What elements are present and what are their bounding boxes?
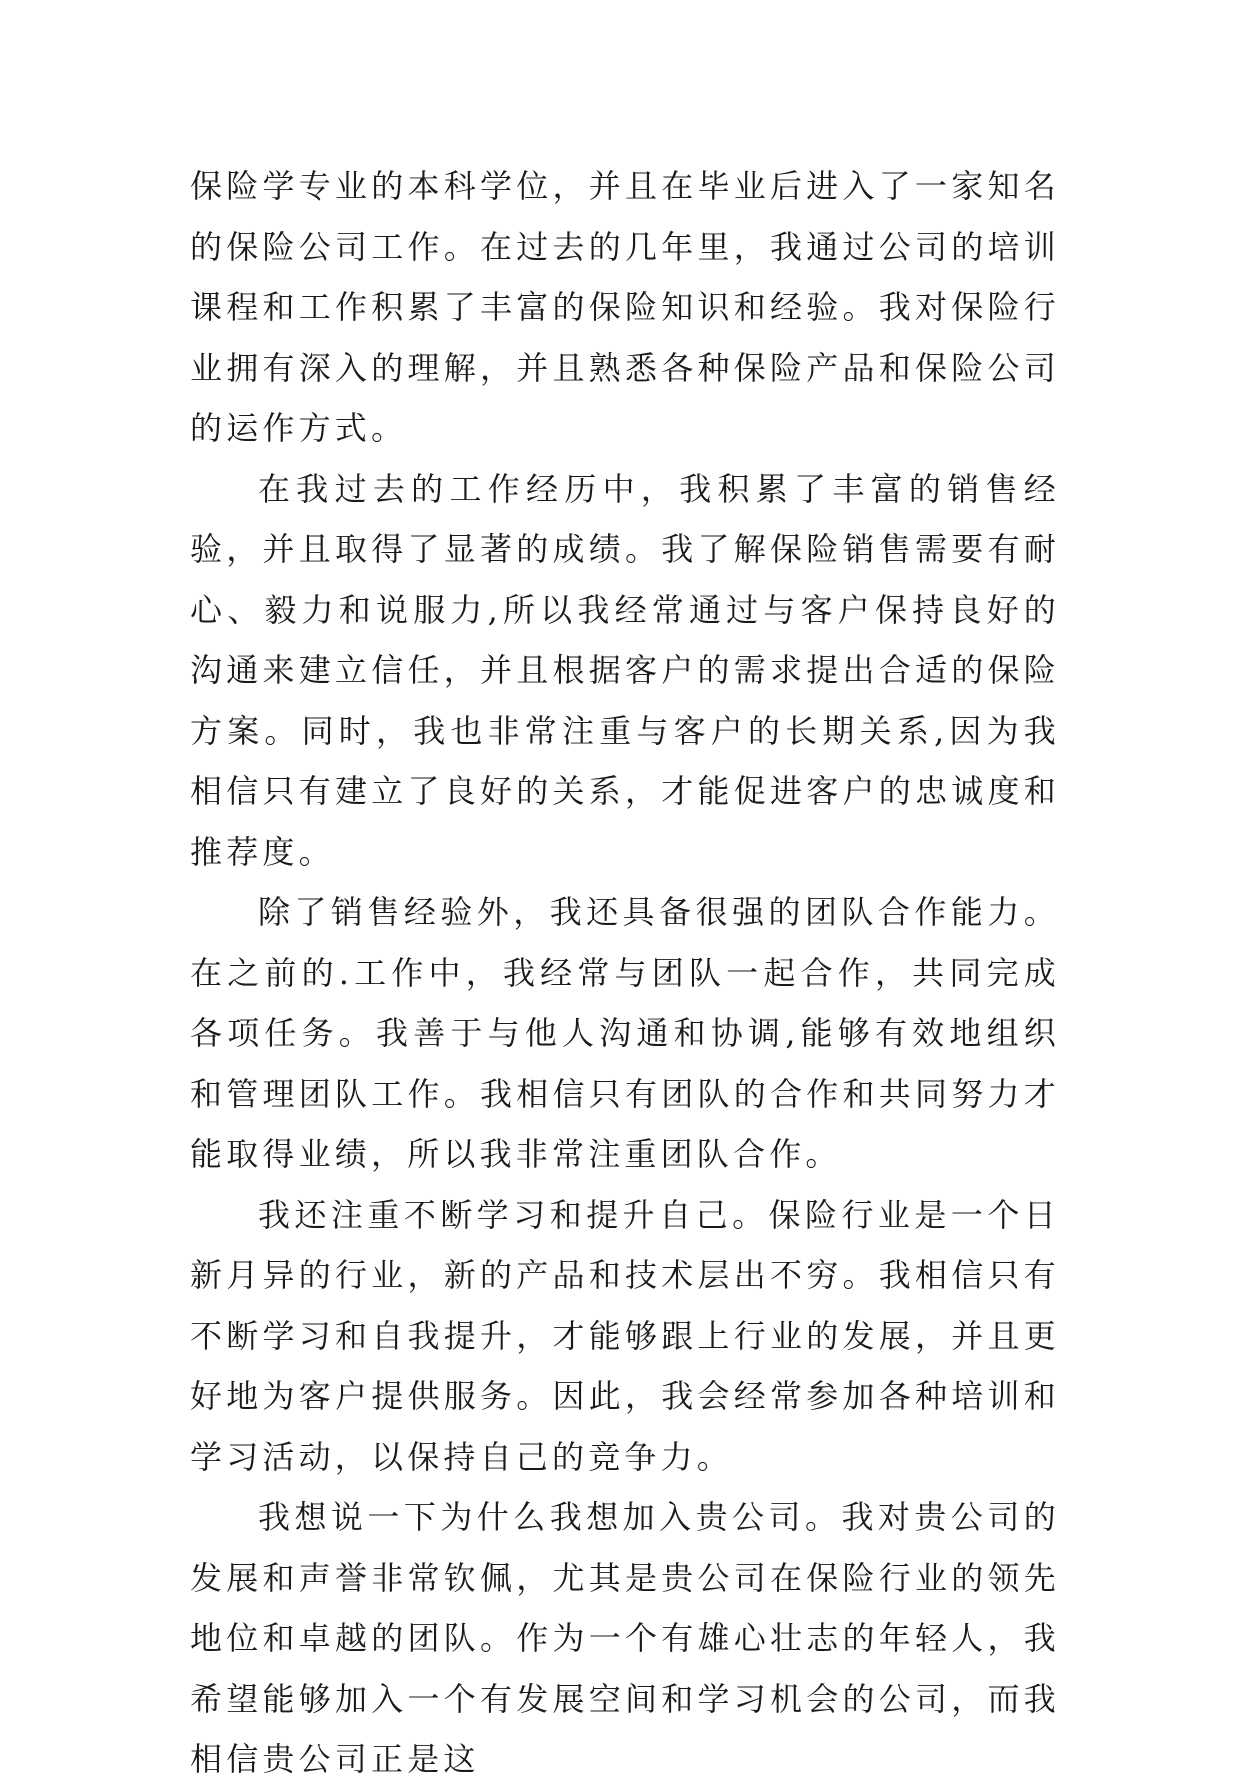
paragraph-learning: 我还注重不断学习和提升自己。保险行业是一个日新月异的行业，新的产品和技术层出不穷。我相信只有不断学习和自我提升，才能够跟上行业的发展，并且更好地为客户提供服务。因此，我会经常参加各种培训和学习活动，以保持自己的竞争力。 (190, 1195, 1060, 1476)
paragraph-why-join: 我想说一下为什么我想加入贵公司。我对贵公司的发展和声誉非常钦佩，尤其是贵公司在保险行业的领先地位和卓越的团队。作为一个有雄心壮志的年轻人，我希望能够加入一个有发展空间和学习机会的公司，而我相信贵公司正是这 (190, 1498, 1060, 1778)
paragraph-teamwork: 除了销售经验外，我还具备很强的团队合作能力。在之前的.工作中，我经常与团队一起合作，共同完成各项任务。我善于与他人沟通和协调,能够有效地组织和管理团队工作。我相信只有团队的合作和共同努力才能取得业绩，所以我非常注重团队合作。 (190, 893, 1060, 1173)
paragraph-sales-experience: 在我过去的工作经历中，我积累了丰富的销售经验，并且取得了显著的成绩。我了解保险销售需要有耐心、毅力和说服力,所以我经常通过与客户保持良好的沟通来建立信任，并且根据客户的需求提出合适的保险方案。同时，我也非常注重与客户的长期关系,因为我相信只有建立了良好的关系，才能促进客户的忠诚度和推荐度。 (190, 469, 1060, 871)
document-body (190, 156, 1060, 1790)
paragraph-continued: 保险学专业的本科学位，并且在毕业后进入了一家知名的保险公司工作。在过去的几年里，我通过公司的培训课程和工作积累了丰富的保险知识和经验。我对保险行业拥有深入的理解，并且熟悉各种保险产品和保险公司的运作方式。 (190, 167, 1060, 447)
